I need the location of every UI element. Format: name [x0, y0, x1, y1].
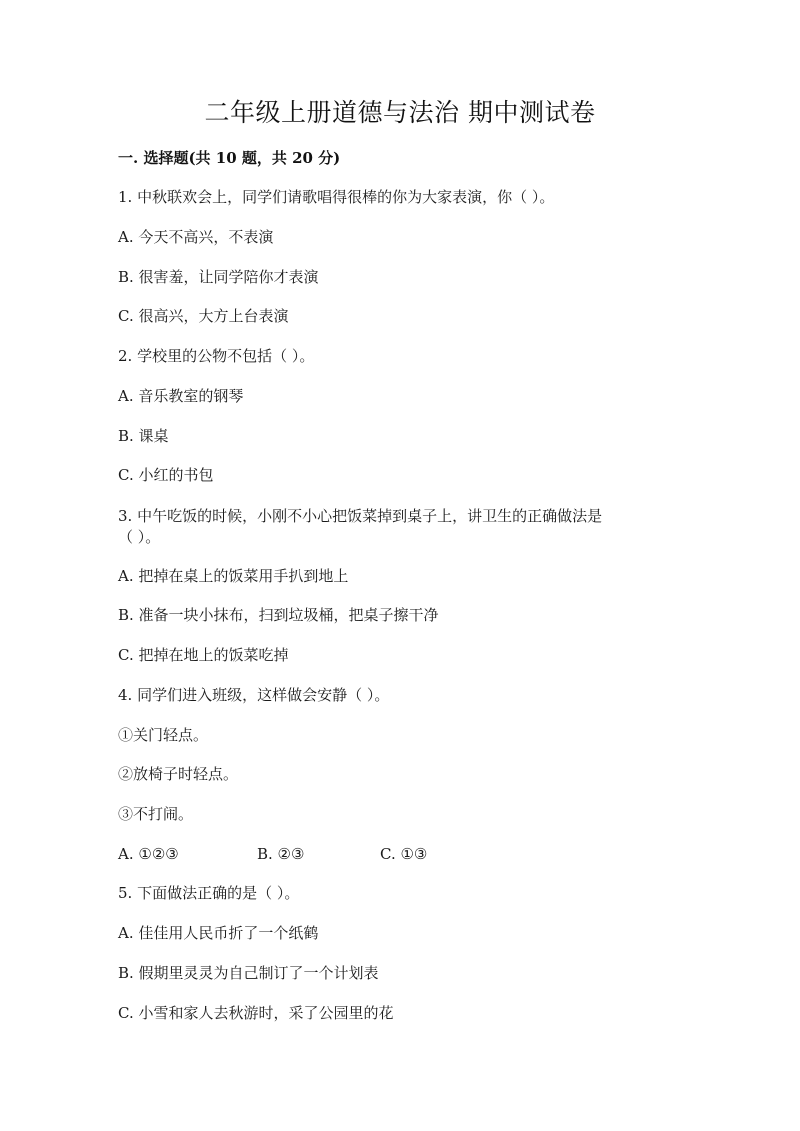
- question-1-option-b: B. 很害羞，让同学陪你才表演: [118, 268, 319, 286]
- question-5-option-b: B. 假期里灵灵为自己制订了一个计划表: [118, 964, 379, 982]
- question-2-option-a: A. 音乐教室的钢琴: [118, 387, 244, 405]
- question-3-option-a: A. 把掉在桌上的饭菜用手扒到地上: [118, 567, 349, 585]
- page-title: 二年级上册道德与法治 期中测试卷: [204, 98, 596, 127]
- question-4-statement-2: ②放椅子时轻点。: [118, 765, 239, 783]
- question-1-stem: 1. 中秋联欢会上，同学们请歌唱得很棒的你为大家表演，你（ ）。: [118, 188, 555, 206]
- question-3-option-b: B. 准备一块小抹布，扫到垃圾桶，把桌子擦干净: [118, 606, 439, 624]
- section-heading: 一. 选择题(共 10 题，共 20 分): [118, 149, 341, 167]
- question-5-stem: 5. 下面做法正确的是（ ）。: [118, 884, 300, 902]
- question-4-option-b: B. ②③: [257, 845, 305, 863]
- question-4-option-a: A. ①②③: [118, 845, 179, 863]
- question-1-option-a: A. 今天不高兴，不表演: [118, 228, 274, 246]
- question-5-option-a: A. 佳佳用人民币折了一个纸鹤: [118, 924, 319, 942]
- question-2-option-b: B. 课桌: [118, 427, 169, 445]
- question-4-stem: 4. 同学们进入班级，这样做会安静（ ）。: [118, 686, 390, 704]
- question-4-option-c: C. ①③: [380, 845, 428, 863]
- question-5-option-c: C. 小雪和家人去秋游时，采了公园里的花: [118, 1004, 394, 1022]
- question-3-option-c: C. 把掉在地上的饭菜吃掉: [118, 646, 289, 664]
- question-1-option-c: C. 很高兴，大方上台表演: [118, 307, 289, 325]
- question-2-stem: 2. 学校里的公物不包括（ ）。: [118, 347, 315, 365]
- question-4-statement-3: ③不打闹。: [118, 805, 194, 823]
- question-2-option-c: C. 小红的书包: [118, 466, 214, 484]
- question-3-stem-line-2: （ ）。: [118, 528, 161, 546]
- question-4-statement-1: ①关门轻点。: [118, 726, 209, 744]
- question-3-stem-line-1: 3. 中午吃饭的时候，小刚不小心把饭菜掉到桌子上，讲卫生的正确做法是: [118, 507, 603, 525]
